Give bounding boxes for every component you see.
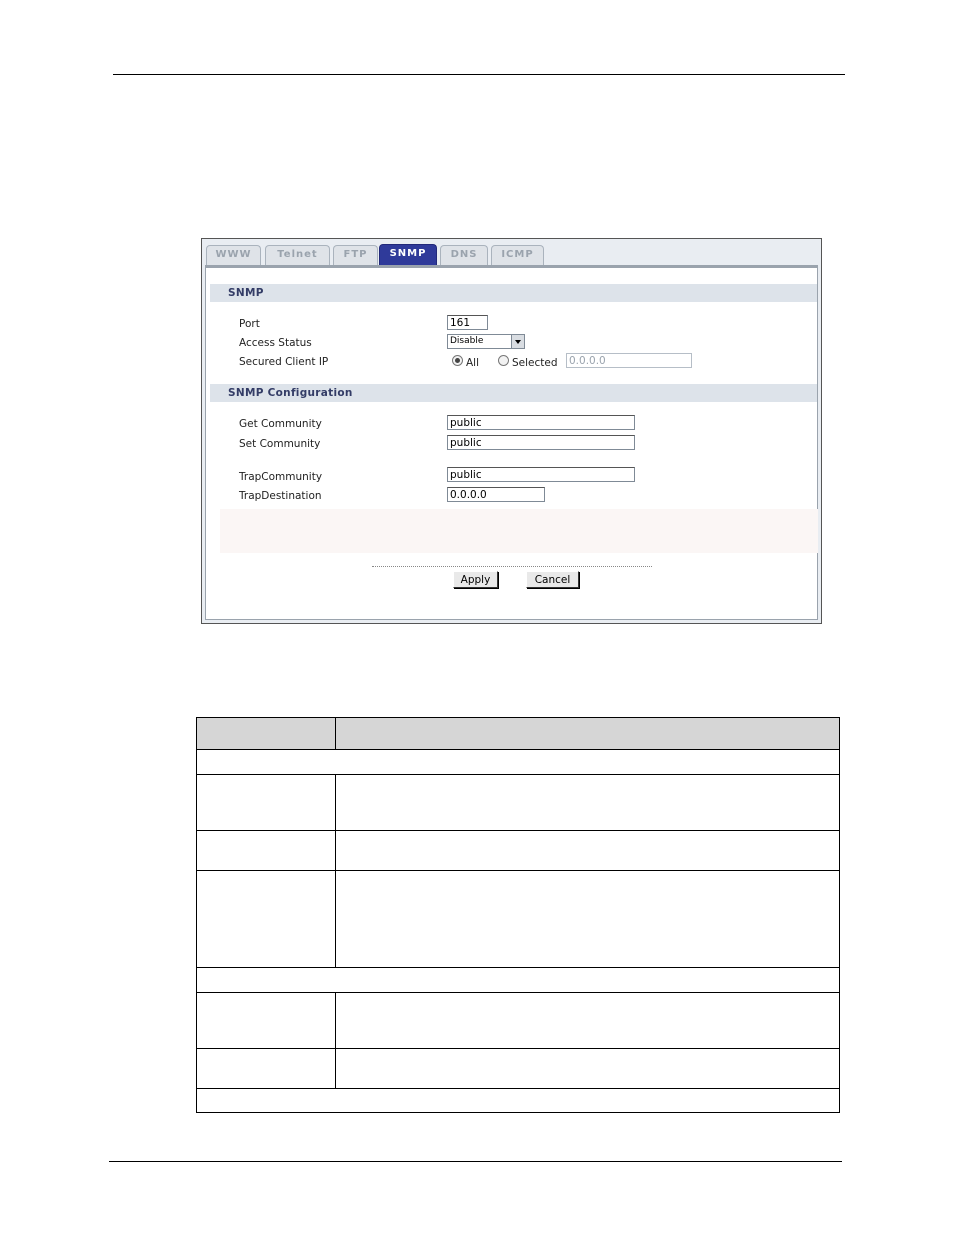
table-column-divider [335,718,336,749]
tab-panel [205,265,818,620]
section-snmp-configuration: SNMP Configuration [210,384,817,402]
table-row-divider [197,749,839,750]
get-community-input[interactable] [447,415,635,430]
selected-ip-input[interactable] [566,353,692,368]
port-label: Port [239,318,260,330]
message-area [220,509,818,553]
table-header [197,718,839,749]
page-bottom-rule [109,1161,842,1162]
radio-selected-label: Selected [512,357,558,369]
tab-snmp[interactable]: SNMP [379,244,437,266]
port-input[interactable] [447,315,488,330]
button-divider [372,566,652,567]
tab-www[interactable]: WWW [206,245,261,265]
trap-destination-label: TrapDestination [239,490,322,502]
cancel-button[interactable]: Cancel [526,571,579,588]
radio-selected[interactable] [498,355,509,366]
table-row-divider [197,992,839,993]
trap-community-input[interactable] [447,467,635,482]
tab-dns[interactable]: DNS [440,245,488,265]
tab-icmp[interactable]: ICMP [491,245,544,265]
description-table [196,717,840,1113]
get-community-label: Get Community [239,418,322,430]
secured-client-ip-label: Secured Client IP [239,356,329,368]
set-community-input[interactable] [447,435,635,450]
table-row-divider [197,967,839,968]
page-top-rule [113,74,845,75]
trap-destination-input[interactable] [447,487,545,502]
access-status-label: Access Status [239,337,312,349]
table-row-divider [197,1088,839,1089]
apply-button[interactable]: Apply [453,571,498,588]
table-row-divider [197,830,839,831]
snmp-screenshot [201,238,822,624]
access-status-value: Disable [450,336,484,346]
chevron-down-icon [511,335,524,348]
set-community-label: Set Community [239,438,321,450]
trap-community-label: TrapCommunity [239,471,323,483]
table-row-divider [197,870,839,871]
tab-telnet[interactable]: Telnet [265,245,330,265]
table-column-divider [335,992,336,1088]
access-status-select[interactable] [447,334,525,349]
radio-all[interactable] [452,355,463,366]
table-row-divider [197,774,839,775]
radio-all-label: All [466,357,480,369]
table-row-divider [197,1048,839,1049]
tab-ftp[interactable]: FTP [333,245,378,265]
section-snmp: SNMP [210,284,817,302]
